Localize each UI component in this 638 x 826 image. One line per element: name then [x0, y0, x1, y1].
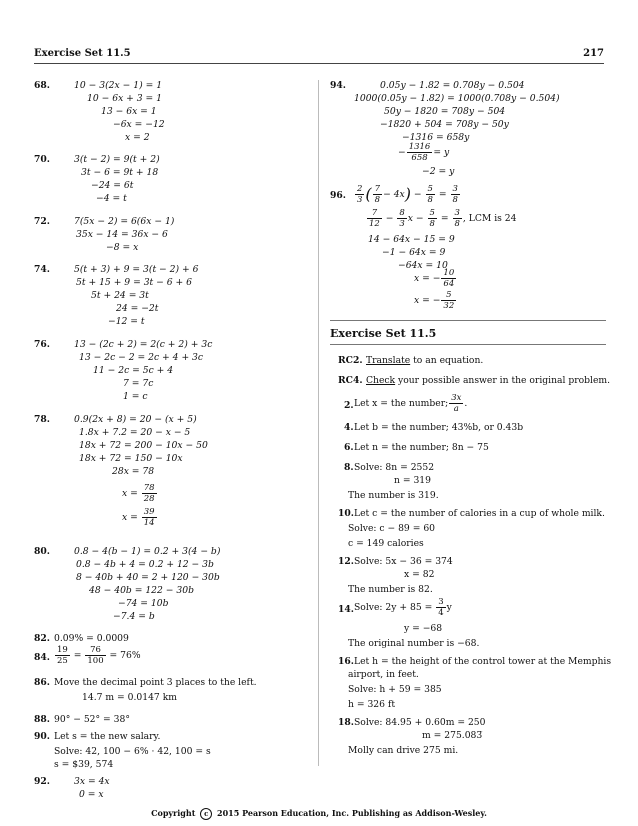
fraction	[426, 184, 435, 205]
numerator: 78	[143, 483, 155, 493]
problem-number: 96.	[330, 190, 346, 201]
equation-line: −12 = t	[108, 316, 145, 327]
equation-line: 24 = −2t	[116, 303, 159, 314]
fraction	[441, 290, 456, 311]
fraction	[407, 142, 433, 163]
problem-number: 72.	[34, 216, 50, 227]
equation-lhs: x = −	[414, 273, 441, 284]
operator: −	[385, 213, 394, 224]
equation-line: −64x = 10	[398, 260, 448, 271]
numerator: 7	[374, 184, 381, 194]
problem-number: 2.	[344, 400, 354, 411]
fraction	[428, 208, 437, 229]
problem-number: 74.	[34, 264, 50, 275]
denominator: 100	[87, 656, 104, 666]
equation-line: x = 2	[125, 132, 150, 143]
equation-line: 1.8x + 7.2 = 20 − x − 5	[79, 427, 191, 438]
denominator: 28	[143, 494, 155, 504]
numerator: 5	[441, 290, 456, 301]
equation-line	[366, 208, 517, 229]
instruction-rest: to an equation.	[410, 355, 484, 366]
numerator: 5	[429, 208, 435, 218]
problem-number: 16.	[338, 656, 354, 667]
problem-number: 80.	[34, 546, 50, 557]
equation-line: −7.4 = b	[113, 611, 155, 622]
left-paren: (	[365, 184, 372, 204]
equation-line: Solve: 5x − 36 = 374	[354, 556, 453, 567]
section-rule-top	[330, 320, 606, 321]
answer-line: 0.09% = 0.0009	[54, 633, 129, 644]
conclusion-text: The number is 82.	[348, 584, 433, 595]
equation-line: 7(5x − 2) = 6(6x − 1)	[74, 216, 175, 227]
answer-line: Let n = the number; 8n − 75	[354, 442, 489, 453]
problem-number: 86.	[34, 677, 50, 688]
denominator: 14	[143, 518, 155, 528]
numerator: 3	[452, 184, 458, 194]
fraction	[373, 184, 382, 205]
problem-number: 4.	[344, 422, 354, 433]
equation-lhs: Solve: 2y + 85 =	[354, 602, 433, 613]
instruction-text: Let s = the new salary.	[54, 731, 161, 742]
fraction	[367, 208, 382, 229]
problem-number: RC4.	[338, 375, 363, 386]
denominator: 658	[411, 153, 428, 163]
equation-line: 3x = 4x	[74, 776, 110, 787]
copyright-text: 2015 Pearson Education, Inc. Publishing as Addison-Wesley.	[217, 808, 487, 818]
statement: Let c = the number of calories in a cup of whole milk.	[354, 508, 605, 519]
equation-line	[398, 142, 449, 163]
equation-line: 50y − 1820 = 708y − 504	[384, 106, 506, 117]
denominator: 3	[357, 195, 363, 205]
equation-line: y = −68	[404, 623, 443, 634]
equation-line	[354, 184, 461, 205]
equation-line: 0.8 − 4(b − 1) = 0.2 + 3(4 − b)	[74, 546, 221, 557]
equation-line: Solve: 42, 100 − 6% · 42, 100 = s	[54, 746, 211, 757]
equation-line: 10 − 3(2x − 1) = 1	[74, 80, 163, 91]
fraction	[453, 208, 462, 229]
problem-number: 6.	[344, 442, 354, 453]
equation-line: Solve: h + 59 = 385	[348, 684, 442, 695]
equation-rhs: = 76%	[109, 650, 141, 661]
fraction	[355, 184, 364, 205]
copyright-label: Copyright	[151, 808, 196, 818]
denominator: 8	[429, 219, 435, 229]
section-title: Exercise Set 11.5	[330, 327, 437, 340]
problem-number: 14.	[338, 604, 354, 615]
answer-line: h = 326 ft	[348, 699, 396, 710]
numerator: 10	[443, 268, 455, 278]
instruction-text	[366, 375, 610, 387]
problem-number: 18.	[338, 717, 354, 728]
problem-number: 70.	[34, 154, 50, 165]
equation-line: 10 − 6x + 3 = 1	[87, 93, 163, 104]
equation-line: 14 − 64x − 15 = 9	[368, 234, 455, 245]
equation-line: −74 = 10b	[118, 598, 169, 609]
period: .	[464, 398, 468, 409]
minus-sign: −	[398, 147, 406, 158]
equation-line: 0.05y − 1.82 = 0.708y − 0.504	[380, 80, 525, 91]
answer-line: 90° − 52° = 38°	[54, 714, 130, 725]
answer-line: c = 149 calories	[348, 538, 424, 549]
equation-rhs: = y	[433, 147, 450, 158]
equation-line: −2 = y	[422, 166, 455, 177]
fraction	[441, 268, 456, 289]
numerator: 1316	[408, 142, 431, 152]
numerator: 2	[357, 184, 363, 194]
fraction	[397, 208, 406, 229]
denominator: 64	[443, 279, 455, 289]
equation-lhs: x =	[122, 512, 138, 523]
problem-number: 82.	[34, 633, 50, 644]
equation-line: 3t − 6 = 9t + 18	[81, 167, 159, 178]
denominator: 8	[452, 195, 458, 205]
problem-number: 88.	[34, 714, 50, 725]
numerator: 19	[57, 645, 68, 655]
denominator: 25	[57, 656, 68, 666]
equation-line: −4 = t	[96, 193, 127, 204]
problem-number: 12.	[338, 556, 354, 567]
statement: Let h = the height of the control tower at the Memphis	[354, 656, 612, 667]
right-column	[330, 80, 612, 760]
copyright-icon: c	[200, 808, 212, 820]
problem-number: 68.	[34, 80, 50, 91]
numerator: 3x	[451, 393, 462, 403]
numerator: 3	[438, 597, 444, 607]
numerator: 3	[454, 208, 460, 218]
equation-line: 1 = c	[123, 391, 148, 402]
equation-line: 48 − 40b = 122 − 30b	[89, 585, 194, 596]
equation-line: 5t + 15 + 9 = 3t − 6 + 6	[76, 277, 192, 288]
lcm-note: , LCM is 24	[462, 213, 517, 224]
header-title: Exercise Set 11.5	[34, 48, 131, 59]
equation-line: 13 − 2c − 2 = 2c + 4 + 3c	[79, 352, 204, 363]
problem-number: 10.	[338, 508, 354, 519]
denominator: 8	[374, 195, 381, 205]
equals-sign: =	[440, 213, 449, 224]
answer-line: 14.7 m = 0.0147 km	[82, 692, 177, 703]
equation-line: 11 − 2c = 5c + 4	[93, 365, 174, 376]
problem-number: 84.	[34, 652, 50, 663]
equation-line: 13 − (2c + 2) = 2(c + 2) + 3c	[74, 339, 213, 350]
term: − 4x	[383, 189, 405, 200]
equation-lhs: x = −	[414, 295, 441, 306]
problem-number: 92.	[34, 776, 50, 787]
equation-line: −1 − 64x = 9	[382, 247, 446, 258]
operator: −	[413, 189, 422, 200]
keyword: Translate	[366, 355, 411, 366]
equation-line	[354, 597, 452, 618]
denominator: 8	[427, 195, 433, 205]
equation-line: 1000(0.05y − 1.82) = 1000(0.708y − 0.504)	[354, 93, 560, 104]
problem-number: 78.	[34, 414, 50, 425]
equation-line: 7 = 7c	[123, 378, 154, 389]
answer-line: Let b = the number; 43%b, or 0.43b	[354, 422, 524, 433]
equation-line: 13 − 6x = 1	[101, 106, 157, 117]
section-rule-bottom	[330, 344, 606, 345]
fraction	[436, 597, 445, 618]
equation-line	[414, 268, 457, 289]
equation-line: m = 275.083̅	[422, 730, 483, 741]
equation-lhs: x =	[122, 488, 138, 499]
conclusion-text: Molly can drive 275 mi.	[348, 745, 459, 756]
equation-line: 8 − 40b + 40 = 2 + 120 − 30b	[76, 572, 220, 583]
equation-line: 0.8 − 4b + 4 = 0.2 + 12 − 3b	[76, 559, 214, 570]
equation-line	[414, 290, 457, 311]
equation-line: −1820 + 504 = 708y − 50y	[380, 119, 509, 130]
denominator: 3	[399, 219, 405, 229]
denominator: 12	[369, 219, 380, 229]
problem-number: 8.	[344, 462, 354, 473]
equation-line: 18x + 72 = 150 − 10x	[79, 453, 183, 464]
answer-line	[354, 393, 467, 414]
denominator: 8	[454, 219, 460, 229]
equation-line: n = 319	[394, 475, 431, 486]
denominator: 4	[438, 608, 444, 618]
statement: Let x = the number;	[354, 398, 449, 409]
equation-line: 3(t − 2) = 9(t + 2)	[74, 154, 160, 165]
equation-line: −24 = 6t	[91, 180, 134, 191]
equation-line: Solve: c − 89 = 60	[348, 523, 436, 534]
instruction-text	[366, 355, 483, 367]
equation-line: 28x = 78	[112, 466, 155, 477]
equation-line: −6x = −12	[113, 119, 165, 130]
problem-number: 76.	[34, 339, 50, 350]
denominator: 32	[443, 301, 455, 311]
problem-number: RC2.	[338, 355, 363, 366]
numerator: 76	[85, 645, 105, 656]
denominator: a	[453, 404, 459, 414]
equation-line: 0.9(2x + 8) = 20 − (x + 5)	[74, 414, 197, 425]
answer-line: s = $39, 574	[54, 759, 114, 770]
equation-line: −1316 = 658y	[402, 132, 470, 143]
equals-sign: =	[73, 650, 82, 661]
left-column-bottom	[34, 0, 314, 826]
equation-line: Solve: 84.95 + 0.60m = 250	[354, 717, 486, 728]
equation-line: x = 82	[404, 569, 435, 580]
page-number: 217	[583, 48, 604, 59]
term: x −	[407, 213, 424, 224]
equals-sign: =	[438, 189, 447, 200]
variable: y	[446, 602, 452, 613]
column-divider	[318, 80, 319, 766]
right-paren: )	[404, 184, 411, 204]
statement-continued: airport, in feet.	[348, 669, 419, 680]
numerator: 5	[427, 184, 433, 194]
instruction-rest: your possible answer in the original problem.	[395, 375, 611, 386]
numerator: 39	[143, 507, 155, 517]
copyright-footer	[0, 808, 638, 820]
equation-line: 5(t + 3) + 9 = 3(t − 2) + 6	[74, 264, 199, 275]
numerator: 7	[367, 208, 382, 219]
equation-line: 5t + 24 = 3t	[91, 290, 149, 301]
conclusion-text: The number is 319.	[348, 490, 439, 501]
numerator: 8	[399, 208, 405, 218]
fraction	[449, 393, 463, 414]
equation-line: 18x + 72 = 200 − 10x − 50	[79, 440, 208, 451]
equation-line: 35x − 14 = 36x − 6	[76, 229, 168, 240]
problem-number: 94.	[330, 80, 346, 91]
keyword: Check	[366, 375, 396, 386]
fraction	[451, 184, 460, 205]
problem-number: 90.	[34, 731, 50, 742]
conclusion-text: The original number is −68.	[348, 638, 480, 649]
equation-line: 0 = x	[79, 789, 104, 800]
equation-line: Solve: 8n = 2552	[354, 462, 435, 473]
equation-line: −8 = x	[106, 242, 139, 253]
instruction-text: Move the decimal point 3 places to the left.	[54, 677, 257, 688]
